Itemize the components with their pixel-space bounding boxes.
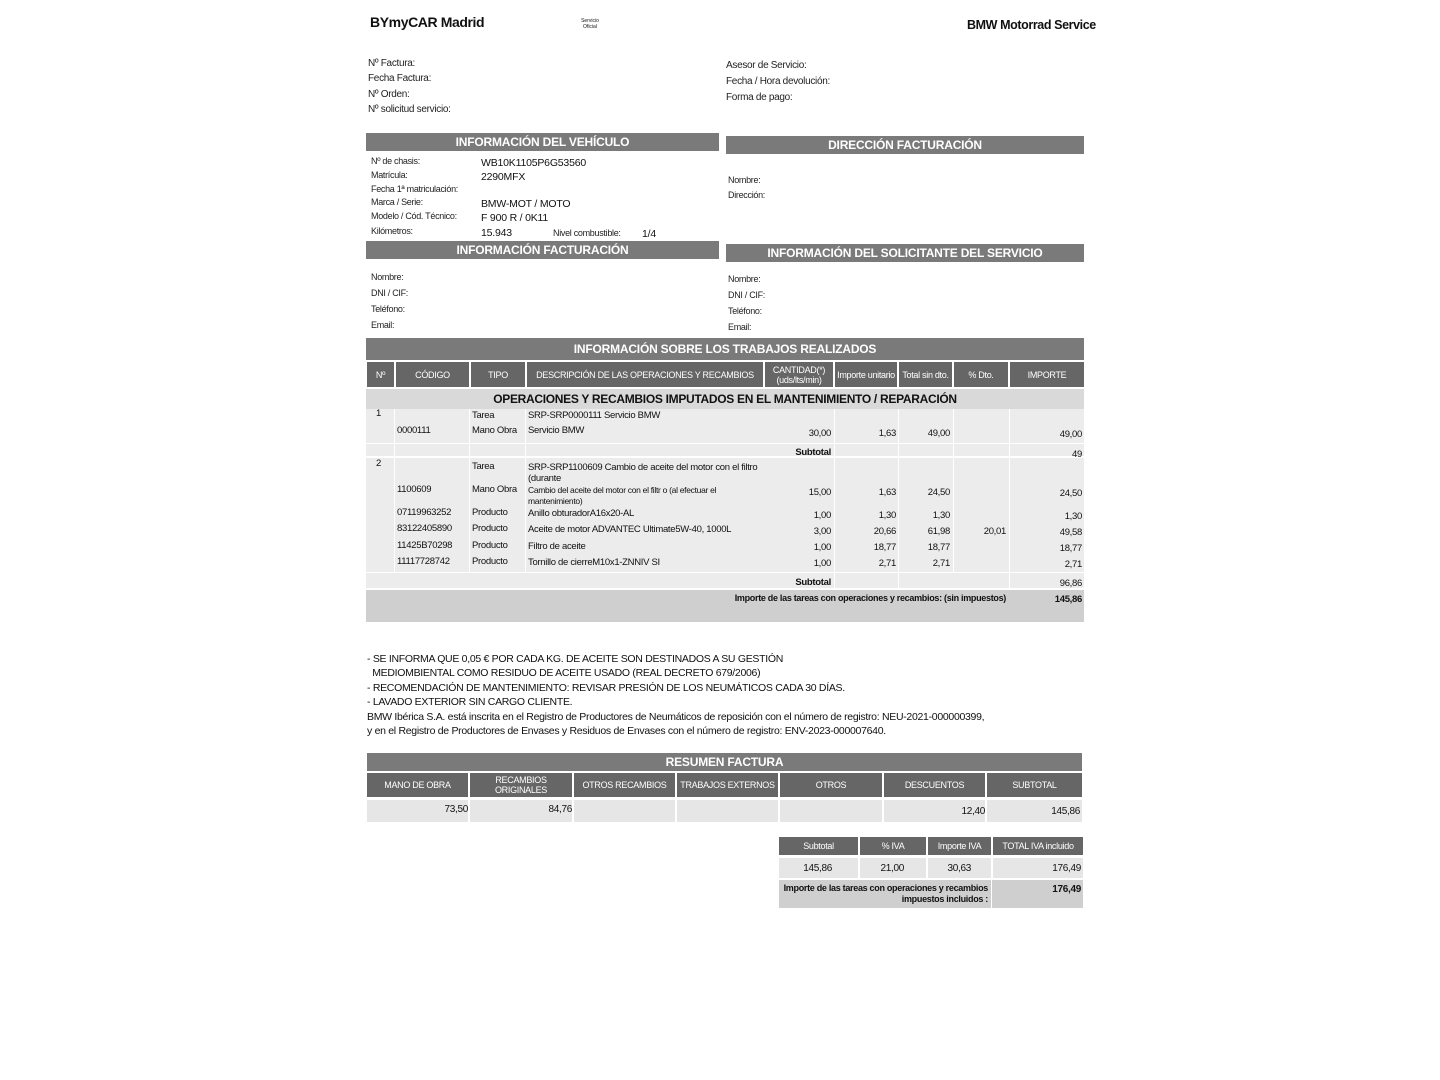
row-desc: Servicio BMW <box>528 425 585 436</box>
row-divider <box>366 443 1084 444</box>
billing-address-address-label: Dirección: <box>728 190 766 200</box>
group-1-num: 1 <box>376 408 381 419</box>
field-order-number: Nº Orden: <box>368 89 410 100</box>
row-qty: 1,00 <box>813 558 831 569</box>
row-code: 07119963252 <box>397 507 452 518</box>
row-amount: 18,77 <box>1059 543 1082 554</box>
vehicle-fuel-label: Nivel combustible: <box>553 228 621 238</box>
totals-col-subtotal: Subtotal <box>779 837 858 855</box>
servicio-oficial-mark <box>576 18 604 30</box>
row-qty: 15,00 <box>808 487 831 498</box>
billing-info-dni-label: DNI / CIF: <box>371 288 408 298</box>
summary-col-discounts: DESCUENTOS <box>884 773 985 797</box>
note-line-1: - SE INFORMA QUE 0,05 € POR CADA KG. DE ACEITE SON DESTINADOS A SU GESTIÓN <box>367 653 783 665</box>
totals-vat-pct-value: 21,00 <box>880 863 904 874</box>
row-desc: Anillo obturadorA16x20-AL <box>528 508 635 519</box>
row-amount: 49,58 <box>1059 527 1082 538</box>
summary-header: RESUMEN FACTURA <box>367 753 1082 771</box>
field-return-datetime: Fecha / Hora devolución: <box>726 76 830 87</box>
totals-final-label-2: impuestos incluidos : <box>901 894 988 904</box>
col-divider <box>525 409 526 572</box>
group-1-task-desc: SRP-SRP0000111 Servicio BMW <box>528 410 660 421</box>
row-unit: 1,63 <box>878 428 896 439</box>
totals-final-label-1: Importe de las tareas con operaciones y recambios <box>783 883 988 893</box>
requester-dni-label: DNI / CIF: <box>728 290 765 300</box>
row-total: 1,30 <box>932 510 950 521</box>
col-divider <box>394 409 395 572</box>
row-desc: Filtro de aceite <box>528 541 586 552</box>
vehicle-plate: 2290MFX <box>481 171 526 183</box>
col-divider <box>953 409 954 572</box>
field-payment-method: Forma de pago: <box>726 92 793 103</box>
billing-info-phone-label: Teléfono: <box>371 304 405 314</box>
col-code: CÓDIGO <box>396 362 469 387</box>
summary-original-parts-value: 84,76 <box>548 804 572 815</box>
vehicle-label-first-registration: Fecha 1ª matriculación: <box>371 184 458 194</box>
col-quantity: CANTIDAD(*) (uds/lts/min) <box>765 362 833 387</box>
row-unit: 2,71 <box>878 558 896 569</box>
vehicle-brand: BMW-MOT / MOTO <box>481 198 571 210</box>
summary-col-external-work: TRABAJOS EXTERNOS <box>677 773 778 797</box>
col-total: Total sin dto. <box>899 362 952 387</box>
summary-discounts-value: 12,40 <box>961 806 985 817</box>
requester-email-label: Email: <box>728 322 752 332</box>
group-2-task-desc-2: (durante <box>528 473 561 484</box>
col-num: Nº <box>367 362 394 387</box>
row-code: 0000111 <box>397 425 431 436</box>
group-2-task-type: Tarea <box>472 461 495 472</box>
row-divider <box>366 572 1084 573</box>
totals-vat-amount-value: 30,63 <box>947 863 971 874</box>
requester-phone-label: Teléfono: <box>728 306 762 316</box>
summary-col-original-parts: RECAMBIOS ORIGINALES <box>470 773 572 797</box>
summary-value-cell <box>677 800 778 822</box>
summary-col-labour: MANO DE OBRA <box>367 773 468 797</box>
row-code: 11425B70298 <box>397 540 453 551</box>
summary-col-subtotal: SUBTOTAL <box>987 773 1082 797</box>
row-qty: 1,00 <box>813 542 831 553</box>
row-divider <box>366 456 1084 458</box>
vehicle-label-model: Modelo / Cód. Técnico: <box>371 211 457 221</box>
row-desc: Tornillo de cierreM10x1-ZNNIV SI <box>528 557 660 568</box>
row-qty: 3,00 <box>813 526 831 537</box>
col-unit-price: Importe unitario <box>835 362 897 387</box>
group-2-subtotal: 96,86 <box>1059 578 1082 589</box>
col-discount: % Dto. <box>954 362 1008 387</box>
summary-subtotal-value: 145,86 <box>1051 806 1080 817</box>
servicio-line-1: Servicio <box>581 18 599 24</box>
row-total: 2,71 <box>932 558 950 569</box>
row-total: 24,50 <box>927 487 950 498</box>
col-divider <box>469 409 470 572</box>
requester-name-label: Nombre: <box>728 274 761 284</box>
billing-address-name-label: Nombre: <box>728 175 761 185</box>
field-invoice-number: Nº Factura: <box>368 58 416 69</box>
servicio-line-2: Oficial <box>583 24 597 30</box>
group-1-subtotal-label: Subtotal <box>795 447 831 458</box>
group-1-task-type: Tarea <box>472 410 495 421</box>
row-unit: 20,66 <box>873 526 896 537</box>
row-total: 49,00 <box>927 428 950 439</box>
note-line-5: BMW Ibérica S.A. está inscrita en el Registro de Productores de Neumáticos de reposición con el número de registro: NEU-2021-000000399, <box>367 711 985 723</box>
note-line-6: y en el Registro de Productores de Envases y Residuos de Envases con el número de registro: ENV-2023-000007640. <box>367 725 886 737</box>
works-subheader: OPERACIONES Y RECAMBIOS IMPUTADOS EN EL MANTENIMIENTO / REPARACIÓN <box>493 392 957 406</box>
row-desc-2: mantenimiento) <box>528 496 583 506</box>
billing-info-header: INFORMACIÓN FACTURACIÓN <box>366 241 719 259</box>
group-2-task-desc: SRP-SRP1100609 Cambio de aceite del motor con el filtro <box>528 462 758 473</box>
group-2-subtotal-label: Subtotal <box>795 577 831 588</box>
totals-col-total: TOTAL IVA incluido <box>993 837 1083 855</box>
row-total: 18,77 <box>927 542 950 553</box>
row-code: 1100609 <box>397 484 432 495</box>
row-amount: 1,30 <box>1064 511 1082 522</box>
row-code: 11117728742 <box>397 556 450 567</box>
note-line-3: - RECOMENDACIÓN DE MANTENIMIENTO: REVISAR PRESIÓN DE LOS NEUMÁTICOS CADA 30 DÍAS. <box>367 682 845 694</box>
field-advisor: Asesor de Servicio: <box>726 60 807 71</box>
summary-labour-value: 73,50 <box>444 804 468 815</box>
vehicle-km: 15.943 <box>481 227 512 239</box>
row-type: Producto <box>472 540 508 551</box>
row-amount: 2,71 <box>1064 559 1082 570</box>
row-desc: Cambio del aceite del motor con el filtr o (al efectuar el <box>528 485 717 495</box>
col-amount: IMPORTE <box>1010 362 1084 387</box>
col-type: TIPO <box>471 362 525 387</box>
vehicle-info-header: INFORMACIÓN DEL VEHÍCULO <box>366 133 719 151</box>
row-qty: 1,00 <box>813 510 831 521</box>
summary-value-cell <box>574 800 675 822</box>
billing-info-name-label: Nombre: <box>371 272 404 282</box>
row-type: Mano Obra <box>472 484 517 495</box>
row-unit: 1,30 <box>878 510 896 521</box>
summary-col-others: OTROS <box>780 773 882 797</box>
totals-total-value: 176,49 <box>1052 863 1081 874</box>
vehicle-chassis: WB10K1105P6G53560 <box>481 157 586 169</box>
group-2-num: 2 <box>376 458 381 469</box>
brand-name: BMW Motorrad Service <box>967 18 1096 32</box>
summary-col-other-parts: OTROS RECAMBIOS <box>574 773 675 797</box>
billing-address-header: DIRECCIÓN FACTURACIÓN <box>726 136 1084 154</box>
billing-info-email-label: Email: <box>371 320 395 330</box>
row-total: 61,98 <box>927 526 950 537</box>
note-line-2: MEDIOMBIENTAL COMO RESIDUO DE ACEITE USADO (REAL DECRETO 679/2006) <box>367 667 761 679</box>
works-total: 145,86 <box>1054 594 1082 605</box>
summary-value-cell <box>780 800 882 822</box>
totals-col-vat-pct: % IVA <box>860 837 926 855</box>
row-amount: 24,50 <box>1059 488 1082 499</box>
row-type: Producto <box>472 507 508 518</box>
totals-final-divider <box>991 880 992 908</box>
field-invoice-date: Fecha Factura: <box>368 73 432 84</box>
note-line-4: - LAVADO EXTERIOR SIN CARGO CLIENTE. <box>367 696 573 708</box>
group-1-subtotal: 49 <box>1072 449 1082 460</box>
dealer-name: BYmyCAR Madrid <box>370 14 485 30</box>
vehicle-model: F 900 R / 0K11 <box>481 212 549 224</box>
row-amount: 49,00 <box>1059 429 1082 440</box>
row-desc: Aceite de motor ADVANTEC Ultimate5W-40, 1000L <box>528 524 732 535</box>
row-unit: 18,77 <box>873 542 896 553</box>
vehicle-fuel-value: 1/4 <box>642 228 656 240</box>
row-unit: 1,63 <box>878 487 896 498</box>
row-type: Mano Obra <box>472 425 517 436</box>
works-total-label: Importe de las tareas con operaciones y recambios: (sin impuestos) <box>734 593 1006 603</box>
requester-header: INFORMACIÓN DEL SOLICITANTE DEL SERVICIO <box>726 244 1084 262</box>
totals-final-value: 176,49 <box>1052 884 1081 895</box>
col-description: DESCRIPCIÓN DE LAS OPERACIONES Y RECAMBIOS <box>527 362 763 387</box>
row-type: Producto <box>472 556 508 567</box>
works-header: INFORMACIÓN SOBRE LOS TRABAJOS REALIZADOS <box>366 338 1084 360</box>
row-discount: 20,01 <box>983 526 1006 537</box>
totals-col-vat-amount: Importe IVA <box>928 837 991 855</box>
vehicle-label-km: Kilómetros: <box>371 226 413 236</box>
totals-subtotal-value: 145,86 <box>803 863 832 874</box>
vehicle-label-plate: Matrícula: <box>371 170 408 180</box>
vehicle-label-brand: Marca / Serie: <box>371 197 423 207</box>
row-qty: 30,00 <box>808 428 831 439</box>
field-request-number: Nº solicitud servicio: <box>368 104 451 115</box>
row-type: Producto <box>472 523 508 534</box>
vehicle-label-chassis: Nº de chasis: <box>371 156 420 166</box>
row-code: 83122405890 <box>397 523 452 534</box>
